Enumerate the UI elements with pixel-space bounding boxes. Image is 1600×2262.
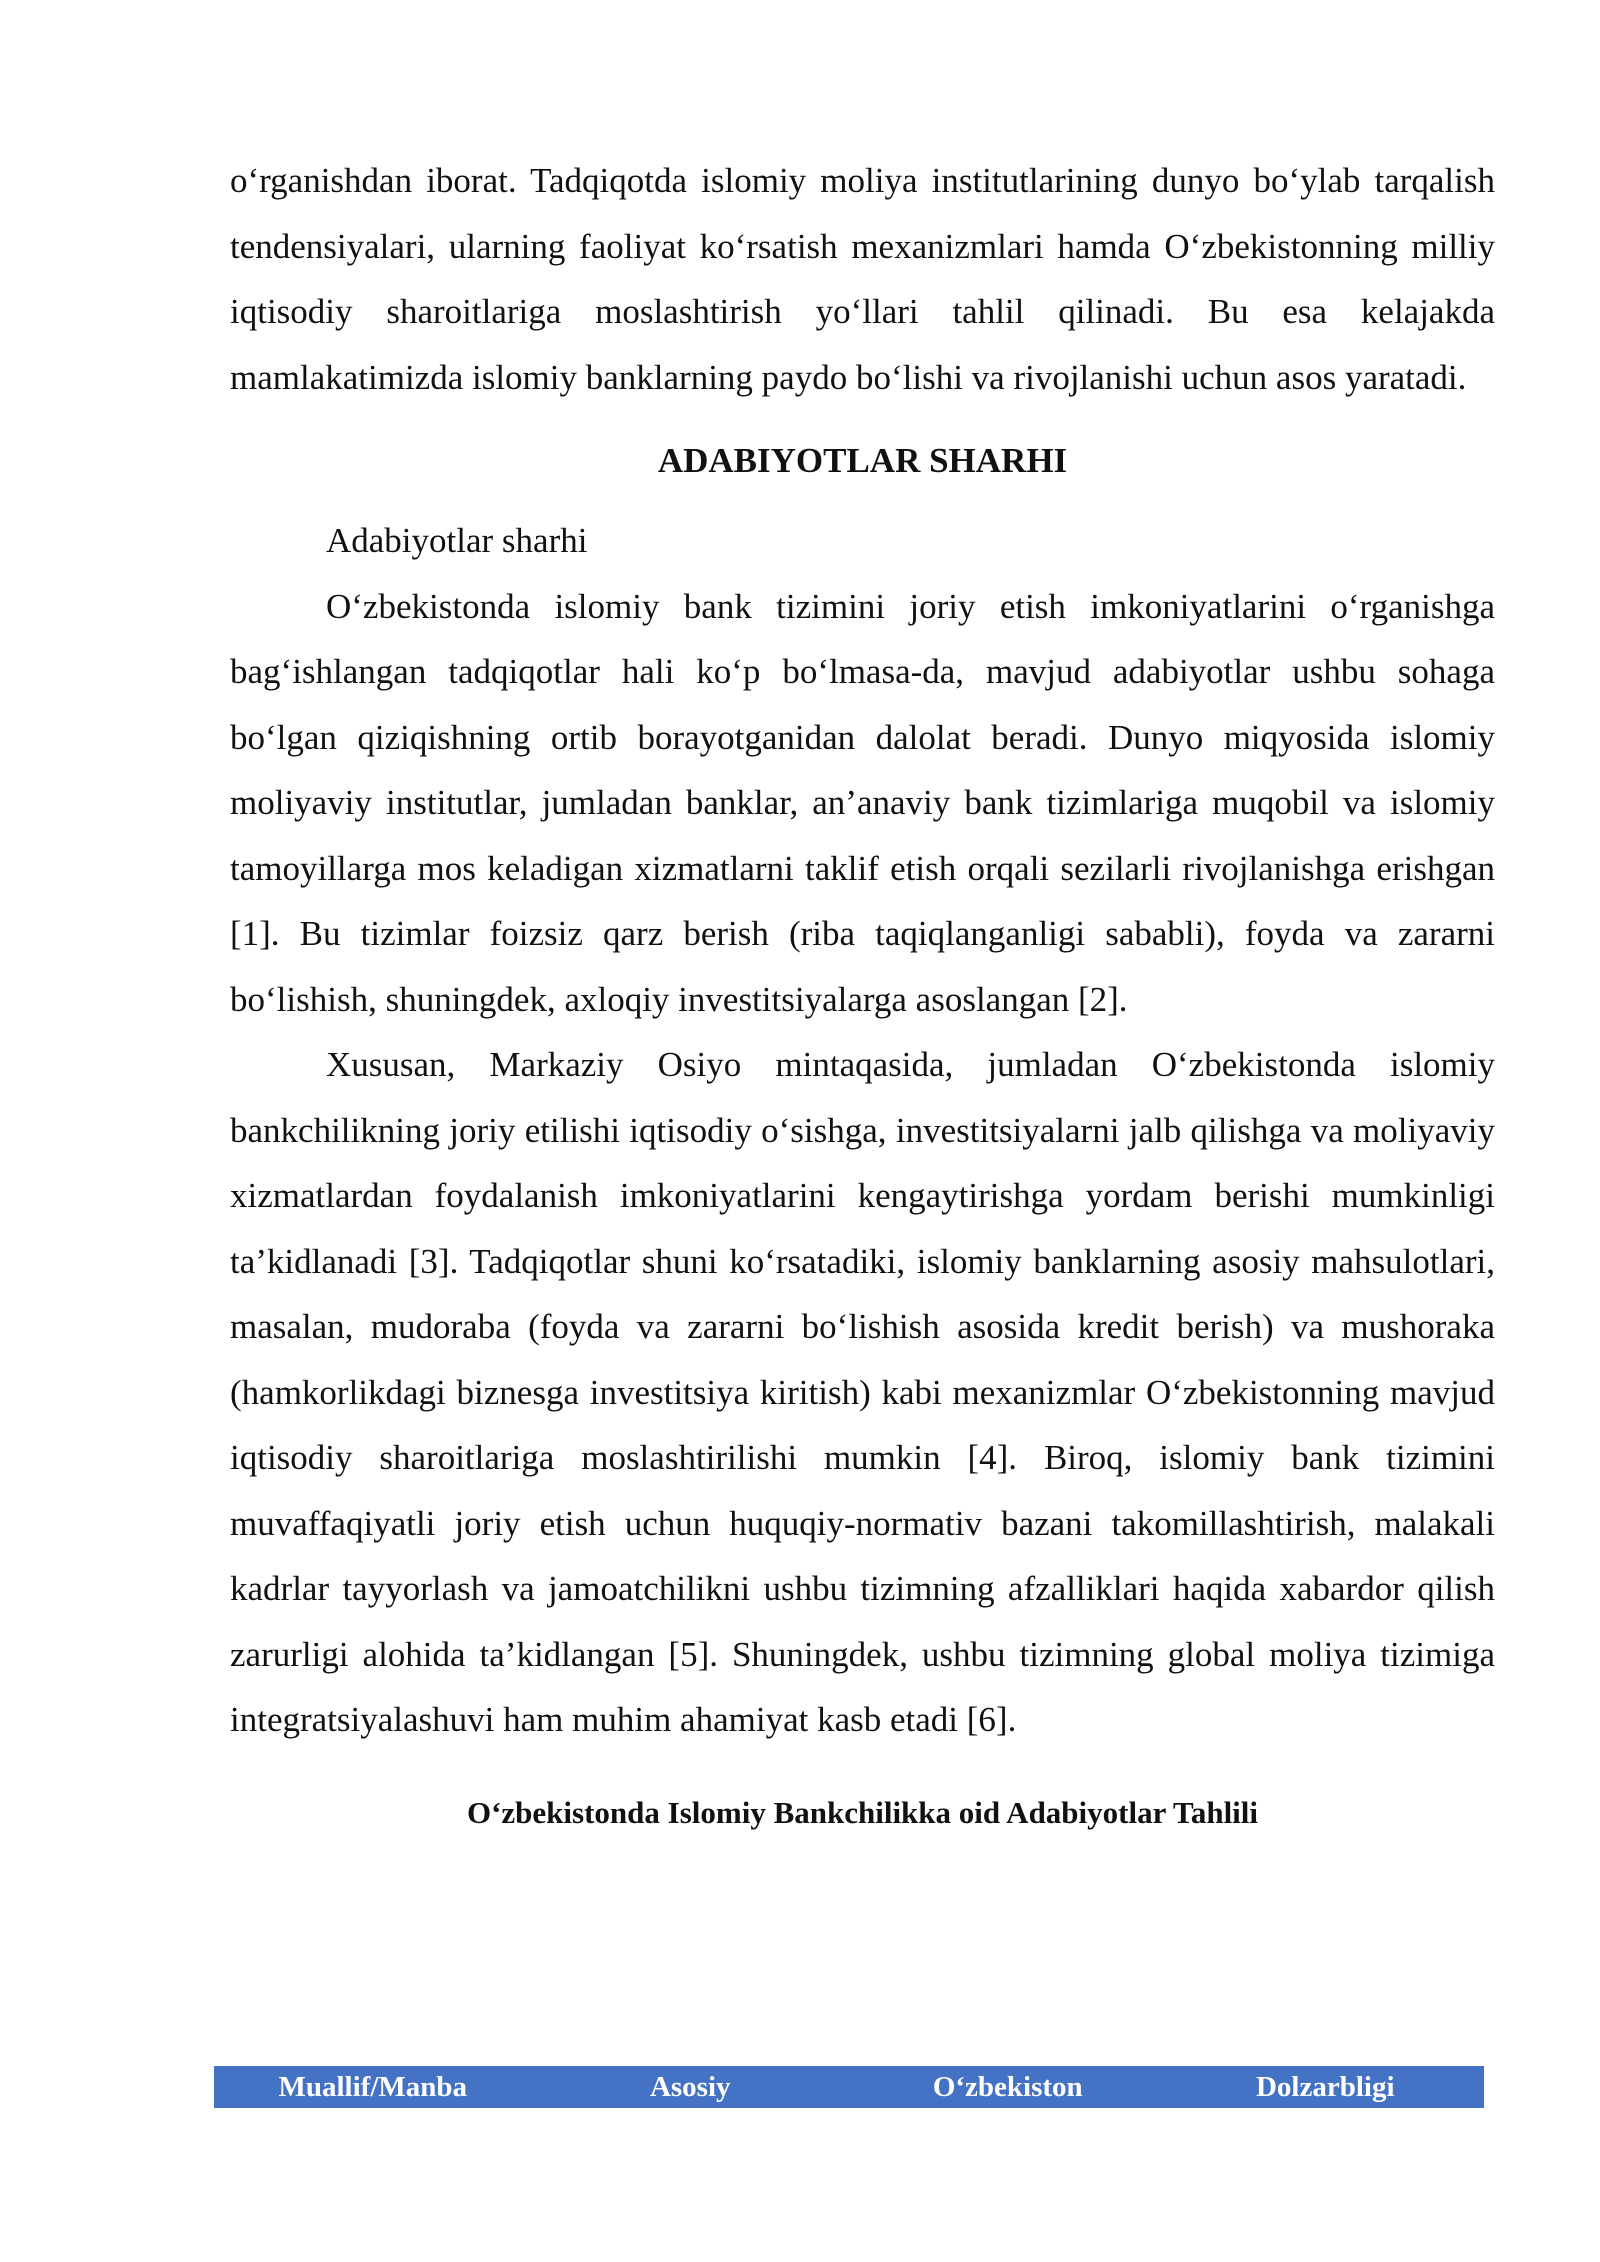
section-title: ADABIYOTLAR SHARHI (657, 441, 1068, 480)
body-paragraph-1: O‘zbekistonda islomiy bank tizimini joriy etish imkoniyatlarini o‘rganishga bag‘ishlangan tadqiqotlar hali ko‘p bo‘lmasa-da, mavjud adabiyotlar ushbu sohaga bo‘lgan qiziqishning ortib borayotganidan dalolat beradi. Dunyo miqyosida islomiy moliyaviy institutlar, jumladan banklar, an’anaviy bank tizimlariga muqobil va islomiy tamoyillarga mos keladigan xizmatlarni taklif etish orqali sezilarli rivojlanishga erishgan [1]. Bu tizimlar foizsiz qarz berish (riba taqiqlanganligi sababli), foyda va zararni bo‘lishish, shuningdek, axloqiy investitsiyalarga asoslangan [2]. (230, 586, 1495, 1019)
page-content (230, 148, 1495, 1833)
table-title: O‘zbekistonda Islomiy Bankchilikka oid Adabiyotlar Tahlili (466, 1794, 1259, 1830)
table-header-row (214, 2066, 1484, 2108)
intro-paragraph: o‘rganishdan iborat. Tadqiqotda islomiy moliya institutlarining dunyo bo‘ylab tarqalish tendensiyalari, ularning faoliyat ko‘rsatish mexanizmlari hamda O‘zbekistonning milliy iqtisodiy sharoitlariga moslashtirish yo‘llari tahlil qilinadi. Bu esa kelajakda mamlakatimizda islomiy banklarning paydo bo‘lishi va rivojlanishi uchun asos yaratadi. (230, 161, 1495, 397)
table-header-relevance: Dolzarbligi (1255, 2070, 1395, 2103)
body-paragraph-2: Xususan, Markaziy Osiyo mintaqasida, jumladan O‘zbekistonda islomiy bankchilikning joriy etilishi iqtisodiy o‘sishga, investitsiyalarni jalb qilishga va moliyaviy xizmatlardan foydalanish imkoniyatlarini kengaytirishga yordam berishi mumkinligi ta’kidlanadi [3]. Tadqiqotlar shuni ko‘rsatadiki, islomiy banklarning asosiy mahsulotlari, masalan, mudoraba (foyda va zararni bo‘lishish asosida kredit berish) va mushoraka (hamkorlikdagi biznesga investitsiya kiritish) kabi mexanizmlar O‘zbekistonning mavjud iqtisodiy sharoitlariga moslashtirilishi mumkin [4]. Biroq, islomiy bank tizimini muvaffaqiyatli joriy etish uchun huquqiy-normativ bazani takomillashtirish, malakali kadrlar tayyorlash va jamoatchilikni ushbu tizimning afzalliklari haqida xabardor qilish zarurligi alohida ta’kidlangan [5]. Shuningdek, ushbu tizimning global moliya tizimiga integratsiyalashuvi ham muhim ahamiyat kasb etadi [6]. (230, 1045, 1495, 1739)
table-header-uzbekistan: O‘zbekiston (932, 2070, 1083, 2103)
subheading: Adabiyotlar sharhi (326, 521, 588, 560)
table-header-main: Asosiy (649, 2070, 731, 2103)
table-header-author: Muallif/Manba (278, 2070, 467, 2103)
